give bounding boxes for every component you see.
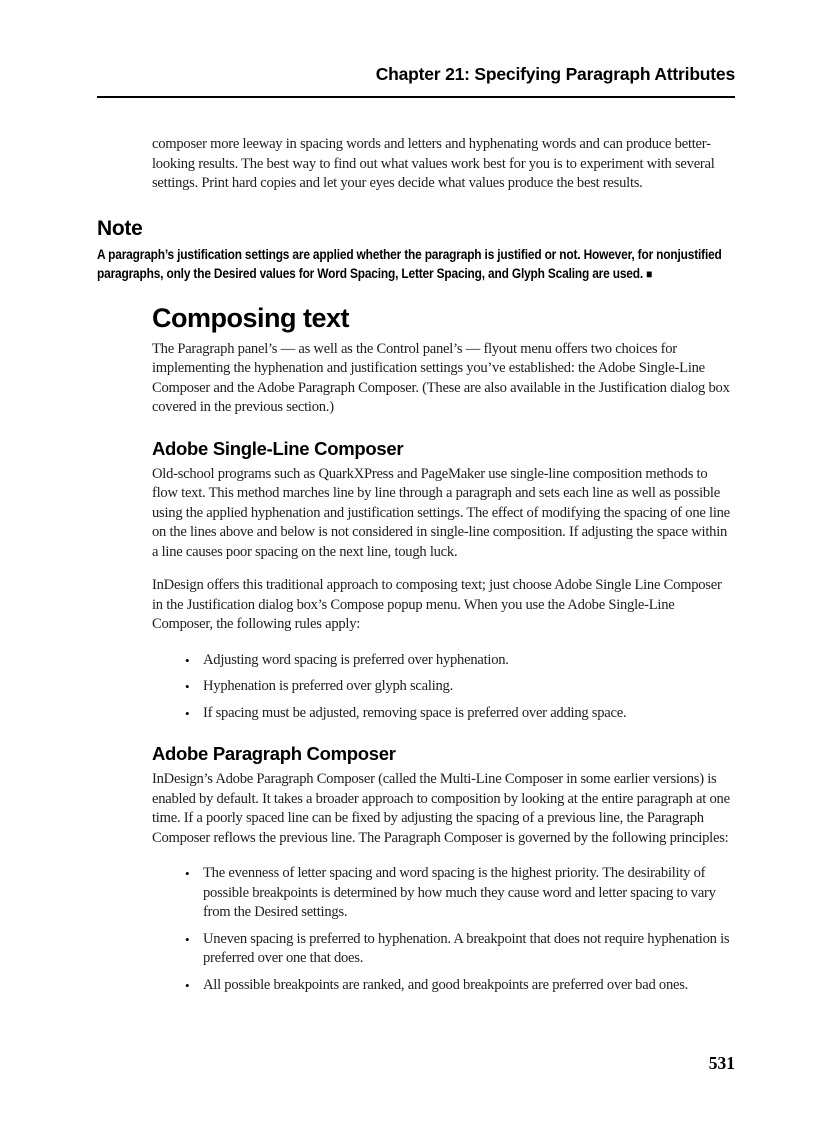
subsection-heading-single-line-composer: Adobe Single-Line Composer xyxy=(152,437,404,459)
list-item xyxy=(152,651,735,671)
list-item xyxy=(152,677,735,697)
paragraph: InDesign offers this traditional approach to composing text; just choose Adobe Single Line Composer in the Justification dialog box’s Compose popup menu. When you use the Adobe Single-Line Composer, the following rules apply: xyxy=(152,577,722,632)
chapter-title: Chapter 21: Specifying Paragraph Attributes xyxy=(375,64,735,84)
single-line-composer-rules-list xyxy=(152,651,735,724)
paragraph-composer-principles-list xyxy=(152,864,735,995)
bullet-icon: • xyxy=(185,977,190,993)
note-body xyxy=(97,245,735,284)
chapter-header xyxy=(97,64,735,98)
list-item xyxy=(152,930,735,969)
intro-paragraph: composer more leeway in spacing words and letters and hyphenating words and can produce better-looking results. The best way to find out what values work best for you is to experiment with several settings. Print hard copies and let your eyes decide what values produce the best results. xyxy=(152,136,715,191)
bullet-icon: • xyxy=(185,866,190,881)
list-item-text: Hyphenation is preferred over glyph scaling. xyxy=(203,678,453,694)
section-intro-paragraph: The Paragraph panel’s — as well as the Control panel’s — flyout menu offers two choices for implementing the hyphenation and justification settings you’ve established: the Adobe Single-Line Composer and the Adobe Paragraph Composer. (These are also available in the Justification dialog box covered in the previous section.) xyxy=(152,340,730,415)
list-item xyxy=(152,864,735,923)
page-number: 531 xyxy=(708,1053,735,1073)
bullet-icon: • xyxy=(185,931,190,947)
paragraph: Old-school programs such as QuarkXPress and PageMaker use single-line composition methods to flow text. This method marches line by line through a paragraph and sets each line as well as possible using the applied hyphenation and justification settings. The effect of modifying the spacing of one line on the lines above and below is not considered in single-line composition. If adjusting the space within a line causes poor spacing on the next line, tough luck. xyxy=(152,465,730,560)
list-item xyxy=(152,976,735,996)
list-item-text: If spacing must be adjusted, removing space is preferred over adding space. xyxy=(203,704,627,721)
list-item-text: Uneven spacing is preferred to hyphenation. A breakpoint that does not require hyphenation is preferred over one that does. xyxy=(203,930,730,966)
bullet-icon: • xyxy=(185,705,190,721)
note-heading: Note xyxy=(97,216,143,240)
note-end-marker-icon: ■ xyxy=(646,266,653,281)
note-section xyxy=(97,216,735,284)
list-item-text: Adjusting word spacing is preferred over hyphenation. xyxy=(203,651,509,668)
list-item-text: All possible breakpoints are ranked, and good breakpoints are preferred over bad ones. xyxy=(203,976,689,993)
bullet-icon: • xyxy=(185,652,190,668)
list-item xyxy=(152,704,735,724)
paragraph: InDesign’s Adobe Paragraph Composer (called the Multi-Line Composer in some earlier versions) is enabled by default. It takes a broader approach to composition by looking at the entire paragraph at one time. If a poorly spaced line can be fixed by adjusting the spacing of a previous line, the Paragraph Composer reflows the previous line. The Paragraph Composer is governed by the following principles: xyxy=(152,771,730,846)
subsection-heading-paragraph-composer: Adobe Paragraph Composer xyxy=(152,743,396,764)
page-footer xyxy=(709,1053,735,1074)
note-body-text: A paragraph’s justification settings are applied whether the paragraph is justified or not. However, for nonjustified paragraphs, only the Desired values for Word Spacing, Letter Spacing, and Glyph Scaling are used. xyxy=(97,245,722,281)
section-heading-composing-text: Composing text xyxy=(152,302,350,333)
bullet-icon: • xyxy=(185,679,190,694)
main-column xyxy=(152,301,735,996)
list-item-text: The evenness of letter spacing and word spacing is the highest priority. The desirability of possible breakpoints is determined by how much they cause word and letter spacing to vary from the Desired settings. xyxy=(203,865,716,920)
